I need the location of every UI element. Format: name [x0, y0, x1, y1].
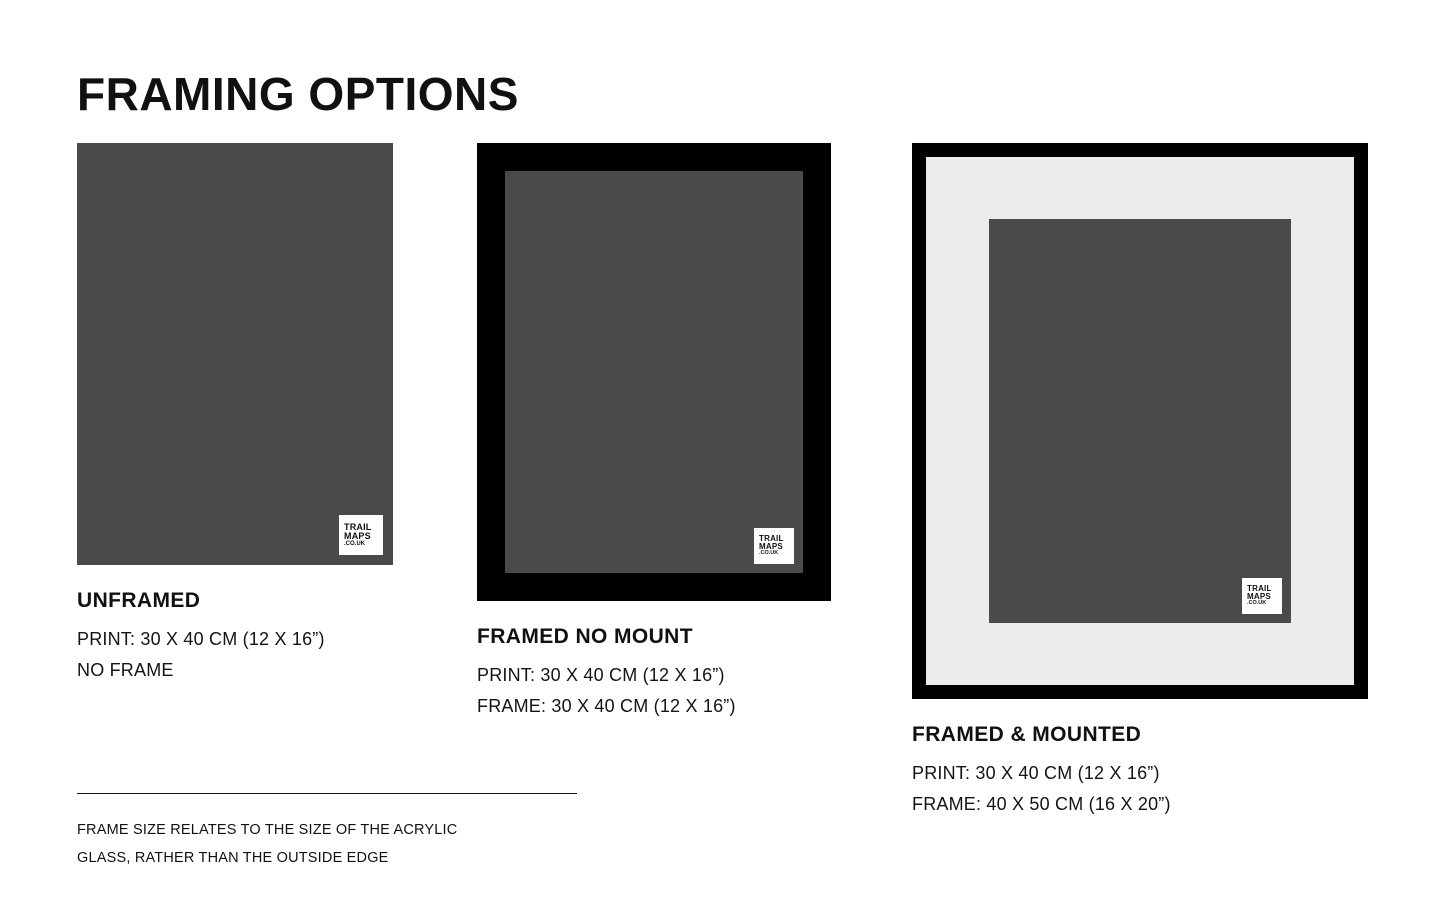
option-detail-frame-framed-no-mount: FRAME: 30 X 40 CM (12 X 16”) [477, 696, 736, 716]
option-detail-frame-framed-mounted: FRAME: 40 X 50 CM (16 X 20”) [912, 794, 1171, 814]
logo-line-1: TRAIL [344, 521, 372, 532]
footnote-divider [77, 793, 577, 794]
logo-line-3: .CO.UK [1247, 600, 1267, 607]
option-detail-print-unframed: PRINT: 30 X 40 CM (12 X 16”) [77, 629, 325, 649]
framing-option-framed-no-mount[interactable] [477, 143, 977, 717]
trailmaps-logo [1242, 578, 1282, 614]
logo-line-2: MAPS [344, 530, 371, 541]
option-title-unframed: UNFRAMED [77, 589, 201, 612]
logo-line-1: TRAIL [759, 534, 784, 544]
framing-option-framed-mounted[interactable] [912, 143, 1432, 815]
frame-border-mounted [912, 143, 1368, 699]
logo-line-3: .CO.UK [344, 541, 365, 548]
trailmaps-logo [339, 515, 383, 555]
print-preview-unframed [77, 143, 393, 565]
logo-line-2: MAPS [759, 542, 783, 552]
option-detail-frame-unframed: NO FRAME [77, 660, 174, 680]
option-title-framed-no-mount: FRAMED NO MOUNT [477, 625, 693, 648]
frame-border-no-mount [477, 143, 831, 601]
option-detail-print-framed-mounted: PRINT: 30 X 40 CM (12 X 16”) [912, 763, 1160, 783]
trailmaps-logo [754, 528, 794, 564]
print-preview-framed-no-mount [505, 171, 803, 573]
page-title: FRAMING OPTIONS [77, 67, 519, 120]
footnote-line-2: GLASS, RATHER THAN THE OUTSIDE EDGE [77, 850, 389, 867]
footnote-line-1: FRAME SIZE RELATES TO THE SIZE OF THE ACRYLIC [77, 822, 458, 838]
logo-line-3: .CO.UK [759, 550, 779, 557]
print-preview-framed-mounted [989, 219, 1291, 623]
mount-board [926, 157, 1354, 685]
logo-line-2: MAPS [1247, 592, 1271, 602]
logo-line-1: TRAIL [1247, 584, 1272, 594]
footnote [77, 793, 637, 873]
option-title-framed-mounted: FRAMED & MOUNTED [912, 723, 1142, 746]
option-detail-print-framed-no-mount: PRINT: 30 X 40 CM (12 X 16”) [477, 665, 725, 685]
footnote-text [77, 816, 637, 873]
